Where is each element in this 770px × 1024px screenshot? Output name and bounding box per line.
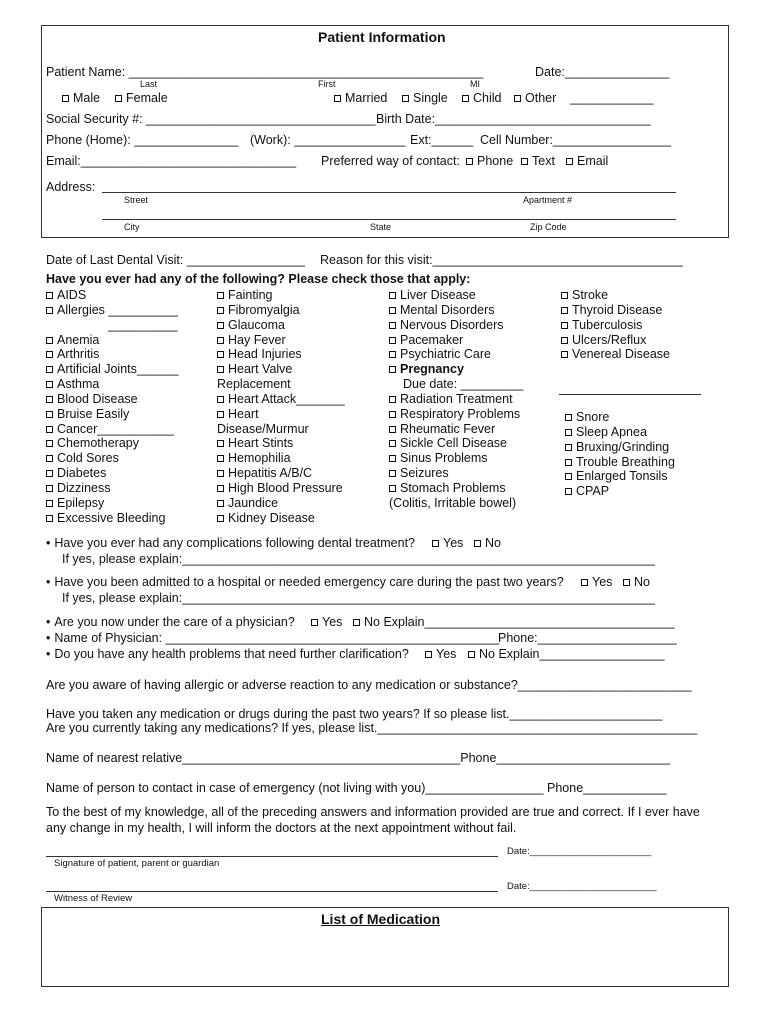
female-label: Female xyxy=(126,91,168,105)
contact-email-checkbox[interactable] xyxy=(566,155,608,168)
condition-label: AIDS xyxy=(57,288,87,302)
birth-date-field[interactable]: Birth Date:_______________________________ xyxy=(376,112,651,126)
apartment-label: Apartment # xyxy=(523,195,573,205)
checkbox-icon xyxy=(561,322,568,329)
checkbox-icon xyxy=(46,500,53,507)
married-checkbox[interactable] xyxy=(334,92,387,105)
condition-label: Venereal Disease xyxy=(572,347,670,361)
checkbox-icon xyxy=(389,292,396,299)
condition-checkbox[interactable] xyxy=(389,348,491,361)
checkbox-icon xyxy=(561,337,568,344)
checkbox-icon xyxy=(46,337,53,344)
checkbox-icon xyxy=(46,455,53,462)
condition-label: Excessive Bleeding xyxy=(57,511,166,525)
condition-label: Hay Fever xyxy=(228,333,286,347)
checkbox-icon xyxy=(561,351,568,358)
checkbox-icon xyxy=(389,307,396,314)
single-label: Single xyxy=(413,91,448,105)
condition-label: Pacemaker xyxy=(400,333,464,347)
condition-label: Radiation Treatment xyxy=(400,392,513,406)
married-label: Married xyxy=(345,91,388,105)
physician-phone-field[interactable]: Phone:____________________ xyxy=(498,631,677,645)
ssn-field[interactable]: Social Security #: _________________________________ xyxy=(46,112,376,126)
checkbox-icon xyxy=(46,411,53,418)
physician-question: • Are you now under the care of a physician? xyxy=(46,616,295,629)
checkbox-icon xyxy=(217,366,224,373)
checkbox-icon xyxy=(217,470,224,477)
condition-label: Nervous Disorders xyxy=(400,318,504,332)
condition-checkbox[interactable] xyxy=(389,363,464,376)
other-checkbox[interactable] xyxy=(514,92,556,105)
stomach-continuation: (Colitis, Irritable bowel) xyxy=(389,496,517,510)
condition-checkbox[interactable] xyxy=(389,437,507,450)
cell-field[interactable]: Cell Number:_________________ xyxy=(480,133,672,147)
q2-yes-checkbox[interactable] xyxy=(581,576,612,589)
condition-checkbox[interactable] xyxy=(561,348,670,361)
mi-label: MI xyxy=(470,79,480,89)
checkbox-icon xyxy=(46,515,53,522)
condition-label: Ulcers/Reflux xyxy=(572,333,647,347)
checkbox-icon xyxy=(217,351,224,358)
checkbox-icon xyxy=(46,485,53,492)
condition-checkbox[interactable] xyxy=(217,467,312,480)
email-field[interactable]: Email:_______________________________ xyxy=(46,154,297,168)
other-label: Other xyxy=(525,91,557,105)
checkbox-icon xyxy=(389,411,396,418)
condition-label: Arthritis xyxy=(57,347,100,361)
condition-label: Artificial Joints______ xyxy=(57,362,179,376)
patient-name-field[interactable]: Patient Name: ___________________________________________________ xyxy=(46,65,484,79)
condition-label: Diabetes xyxy=(57,466,107,480)
form-title: Patient Information xyxy=(318,29,446,45)
condition-label: Bruise Easily xyxy=(57,407,130,421)
condition-checkbox[interactable] xyxy=(217,334,286,347)
col4-divider xyxy=(559,394,701,395)
condition-label: Stroke xyxy=(572,288,609,302)
condition-label: Fibromyalgia xyxy=(228,303,300,317)
single-checkbox[interactable] xyxy=(402,92,448,105)
heart-continuation: Disease/Murmur xyxy=(217,422,309,436)
q3-yes-label: Yes xyxy=(322,615,343,629)
checkbox-icon xyxy=(389,337,396,344)
condition-label: Snore xyxy=(576,410,610,424)
condition-checkbox[interactable] xyxy=(46,512,165,525)
condition-checkbox[interactable] xyxy=(389,304,494,317)
q3-no-checkbox[interactable] xyxy=(353,616,675,629)
condition-label: Tuberculosis xyxy=(572,318,643,332)
condition-label: Anemia xyxy=(57,333,100,347)
checkbox-icon xyxy=(46,381,53,388)
checkbox-icon xyxy=(389,396,396,403)
condition-label: Fainting xyxy=(228,288,273,302)
condition-checkbox[interactable] xyxy=(217,437,293,450)
checkbox-icon xyxy=(565,459,572,466)
male-label: Male xyxy=(73,91,101,105)
condition-label: Mental Disorders xyxy=(400,303,495,317)
checkbox-icon xyxy=(217,485,224,492)
signature-line[interactable] xyxy=(46,856,498,857)
condition-checkbox[interactable] xyxy=(217,363,292,376)
zip-label: Zip Code xyxy=(530,222,567,232)
child-checkbox[interactable] xyxy=(462,92,502,105)
complications-question: • Have you ever had any complications following dental treatment? xyxy=(46,537,415,550)
checkbox-icon xyxy=(217,515,224,522)
due-date-field[interactable]: Due date: _________ xyxy=(403,377,524,391)
condition-checkbox[interactable] xyxy=(46,437,139,450)
hospital-question: • Have you been admitted to a hospital or needed emergency care during the past two years? xyxy=(46,576,564,589)
condition-label: Cold Sores xyxy=(57,451,119,465)
condition-label: Respiratory Problems xyxy=(400,407,521,421)
checkbox-icon xyxy=(389,485,396,492)
condition-label: Stomach Problems xyxy=(400,481,506,495)
condition-label: Epilepsy xyxy=(57,496,105,510)
q2-yes-label: Yes xyxy=(592,575,613,589)
checkbox-icon xyxy=(46,396,53,403)
condition-checkbox[interactable] xyxy=(46,408,129,421)
other-field[interactable]: ____________ xyxy=(570,91,654,105)
health-problems-question: • Do you have any health problems that need further clarification? xyxy=(46,648,409,661)
work-phone-field[interactable]: (Work): ________________ xyxy=(250,133,406,147)
emergency-contact-field[interactable]: Name of person to contact in case of emergency (not living with you)_________________ Phone____________ xyxy=(46,781,667,795)
female-checkbox[interactable] xyxy=(115,92,168,105)
condition-label: Heart xyxy=(228,407,259,421)
reason-visit-field[interactable]: Reason for this visit:____________________________________ xyxy=(320,253,683,267)
condition-checkbox[interactable] xyxy=(46,289,86,302)
q3-yes-checkbox[interactable] xyxy=(311,616,342,629)
current-medication-field[interactable]: Are you currently taking any medications? If yes, please list.______________________________________________ xyxy=(46,721,698,735)
q1-no-checkbox[interactable] xyxy=(474,537,501,550)
condition-label: Allergies __________ xyxy=(57,303,178,317)
condition-checkbox[interactable] xyxy=(46,363,179,376)
condition-checkbox[interactable] xyxy=(46,304,178,317)
condition-checkbox[interactable] xyxy=(217,348,302,361)
checkbox-icon xyxy=(389,322,396,329)
contact-phone-label: Phone xyxy=(477,154,514,168)
condition-label: Jaundice xyxy=(228,496,279,510)
condition-checkbox[interactable] xyxy=(217,319,285,332)
condition-label: Hepatitis A/B/C xyxy=(228,466,313,480)
checkbox-icon xyxy=(217,292,224,299)
condition-checkbox[interactable] xyxy=(46,393,138,406)
condition-label: Heart Attack_______ xyxy=(228,392,345,406)
condition-label: Blood Disease xyxy=(57,392,138,406)
q1-yes-label: Yes xyxy=(443,536,464,550)
condition-checkbox[interactable] xyxy=(46,348,99,361)
last-label: Last xyxy=(140,79,158,89)
witness-label: Witness of Review xyxy=(54,893,133,904)
attestation-line-1: To the best of my knowledge, all of the preceding answers and information provided are true and correct. If I ever have xyxy=(46,805,700,819)
checkbox-icon xyxy=(389,440,396,447)
condition-checkbox[interactable] xyxy=(46,467,106,480)
male-checkbox[interactable] xyxy=(62,92,100,105)
checkbox-icon xyxy=(217,307,224,314)
patient-info-frame xyxy=(41,25,729,238)
condition-checkbox[interactable] xyxy=(389,289,476,302)
q5-yes-checkbox[interactable] xyxy=(425,648,456,661)
past-medication-field[interactable]: Have you taken any medication or drugs during the past two years? If so please list.______________________ xyxy=(46,707,663,721)
condition-checkbox[interactable] xyxy=(217,452,291,465)
condition-checkbox[interactable] xyxy=(217,304,300,317)
checkbox-icon xyxy=(217,322,224,329)
witness-line[interactable] xyxy=(46,891,498,892)
witness-date-field[interactable]: Date:________________________ xyxy=(507,881,657,892)
last-dental-visit-field[interactable]: Date of Last Dental Visit: _________________ xyxy=(46,253,305,267)
condition-label: Sinus Problems xyxy=(400,451,488,465)
condition-label: Heart Valve xyxy=(228,362,293,376)
checkbox-icon xyxy=(46,366,53,373)
condition-label: High Blood Pressure xyxy=(228,481,343,495)
condition-checkbox[interactable] xyxy=(46,452,119,465)
condition-checkbox[interactable] xyxy=(217,497,278,510)
condition-checkbox[interactable] xyxy=(561,334,646,347)
q3-no-explain-field[interactable]: No Explain____________________________________ xyxy=(364,615,675,629)
condition-checkbox[interactable] xyxy=(389,467,449,480)
condition-checkbox[interactable] xyxy=(46,497,104,510)
checkbox-icon xyxy=(389,455,396,462)
checkbox-icon xyxy=(565,488,572,495)
nearest-relative-field[interactable]: Name of nearest relative________________________________________Phone_________________________ xyxy=(46,751,671,765)
checkbox-icon xyxy=(46,440,53,447)
condition-checkbox[interactable] xyxy=(46,423,174,436)
condition-label: Cancer___________ xyxy=(57,422,174,436)
condition-checkbox[interactable] xyxy=(565,470,668,483)
allergies-continuation[interactable]: __________ xyxy=(108,318,178,332)
condition-checkbox[interactable] xyxy=(565,441,669,454)
condition-label: Pregnancy xyxy=(400,362,464,376)
address-label: Address: xyxy=(46,180,96,194)
checkbox-icon xyxy=(389,366,396,373)
condition-label: Kidney Disease xyxy=(228,511,315,525)
signature-date-field[interactable]: Date:_______________________ xyxy=(507,846,652,857)
condition-label: Hemophilia xyxy=(228,451,291,465)
q5-no-explain-field[interactable]: No Explain__________________ xyxy=(479,647,665,661)
condition-label: Psychiatric Care xyxy=(400,347,491,361)
checkbox-icon xyxy=(565,429,572,436)
q2-no-label: No xyxy=(634,575,650,589)
q2-no-checkbox[interactable] xyxy=(623,576,650,589)
condition-checkbox[interactable] xyxy=(565,456,675,469)
ext-field[interactable]: Ext:______ xyxy=(410,133,474,147)
checkbox-icon xyxy=(217,337,224,344)
checkbox-icon xyxy=(46,351,53,358)
condition-label: Rheumatic Fever xyxy=(400,422,496,436)
checkbox-icon xyxy=(389,426,396,433)
condition-label: Trouble Breathing xyxy=(576,455,675,469)
condition-label: Heart Stints xyxy=(228,436,294,450)
q5-yes-label: Yes xyxy=(436,647,457,661)
condition-checkbox[interactable] xyxy=(217,393,345,406)
condition-checkbox[interactable] xyxy=(561,304,662,317)
contact-text-label: Text xyxy=(532,154,555,168)
condition-checkbox[interactable] xyxy=(389,482,506,495)
condition-checkbox[interactable] xyxy=(389,423,495,436)
condition-checkbox[interactable] xyxy=(217,408,259,421)
condition-checkbox[interactable] xyxy=(46,482,111,495)
condition-label: Asthma xyxy=(57,377,100,391)
checkbox-icon xyxy=(46,426,53,433)
condition-checkbox[interactable] xyxy=(46,334,99,347)
checkbox-icon xyxy=(217,455,224,462)
condition-checkbox[interactable] xyxy=(217,482,343,495)
checkbox-icon xyxy=(561,292,568,299)
medication-list-title: List of Medication xyxy=(321,911,440,927)
physician-name-field[interactable]: • Name of Physician: ________________________________________________ xyxy=(46,632,499,645)
condition-checkbox[interactable] xyxy=(565,485,609,498)
condition-label: Sickle Cell Disease xyxy=(400,436,507,450)
attestation-line-2: any change in my health, I will inform the doctors at the next appointment without fail. xyxy=(46,821,517,835)
child-label: Child xyxy=(473,91,502,105)
state-label: State xyxy=(370,222,392,232)
condition-label: Thyroid Disease xyxy=(572,303,663,317)
preferred-contact-label: Preferred way of contact: xyxy=(321,154,460,168)
condition-label: Head Injuries xyxy=(228,347,302,361)
condition-checkbox[interactable] xyxy=(389,452,488,465)
condition-label: CPAP xyxy=(576,484,610,498)
checkbox-icon xyxy=(217,440,224,447)
condition-checkbox[interactable] xyxy=(565,411,609,424)
checkbox-icon xyxy=(217,411,224,418)
condition-checkbox[interactable] xyxy=(565,426,647,439)
checkbox-icon xyxy=(565,473,572,480)
contact-text-checkbox[interactable] xyxy=(521,155,555,168)
q1-explain-field[interactable]: If yes, please explain:____________________________________________________________________ xyxy=(62,552,655,566)
checkbox-icon xyxy=(46,470,53,477)
city-line[interactable] xyxy=(102,219,676,220)
allergic-reaction-field[interactable]: Are you aware of having allergic or adverse reaction to any medication or substance?_________________________ xyxy=(46,678,692,692)
checkbox-icon xyxy=(565,414,572,421)
condition-checkbox[interactable] xyxy=(561,289,608,302)
condition-checkbox[interactable] xyxy=(46,378,99,391)
condition-checkbox[interactable] xyxy=(389,408,520,421)
condition-checkbox[interactable] xyxy=(217,289,272,302)
first-label: First xyxy=(318,79,336,89)
q1-no-label: No xyxy=(485,536,501,550)
contact-phone-checkbox[interactable] xyxy=(466,155,513,168)
date-field[interactable]: Date:_______________ xyxy=(535,65,670,79)
condition-label: Glaucoma xyxy=(228,318,285,332)
checkbox-icon xyxy=(217,396,224,403)
q5-no-checkbox[interactable] xyxy=(468,648,665,661)
condition-checkbox[interactable] xyxy=(217,512,315,525)
checkbox-icon xyxy=(389,351,396,358)
street-label: Street xyxy=(124,195,149,205)
condition-label: Bruxing/Grinding xyxy=(576,440,670,454)
checkbox-icon xyxy=(389,470,396,477)
condition-checkbox[interactable] xyxy=(389,334,463,347)
condition-checkbox[interactable] xyxy=(389,319,504,332)
contact-email-label: Email xyxy=(577,154,609,168)
q1-yes-checkbox[interactable] xyxy=(432,537,463,550)
conditions-prompt: Have you ever had any of the following? Please check those that apply: xyxy=(46,272,471,286)
heart-valve-continuation: Replacement xyxy=(217,377,291,391)
checkbox-icon xyxy=(561,307,568,314)
checkbox-icon xyxy=(46,292,53,299)
phone-home-field[interactable]: Phone (Home): _______________ xyxy=(46,133,239,147)
condition-label: Liver Disease xyxy=(400,288,476,302)
condition-label: Dizziness xyxy=(57,481,111,495)
checkbox-icon xyxy=(46,307,53,314)
checkbox-icon xyxy=(217,500,224,507)
condition-label: Seizures xyxy=(400,466,449,480)
city-label: City xyxy=(124,222,140,232)
condition-checkbox[interactable] xyxy=(389,393,513,406)
checkbox-icon xyxy=(565,444,572,451)
condition-checkbox[interactable] xyxy=(561,319,642,332)
q2-explain-field[interactable]: If yes, please explain:____________________________________________________________________ xyxy=(62,591,655,605)
street-line[interactable] xyxy=(102,192,676,193)
condition-label: Sleep Apnea xyxy=(576,425,647,439)
condition-label: Enlarged Tonsils xyxy=(576,469,668,483)
signature-label: Signature of patient, parent or guardian xyxy=(54,858,220,869)
condition-label: Chemotherapy xyxy=(57,436,139,450)
